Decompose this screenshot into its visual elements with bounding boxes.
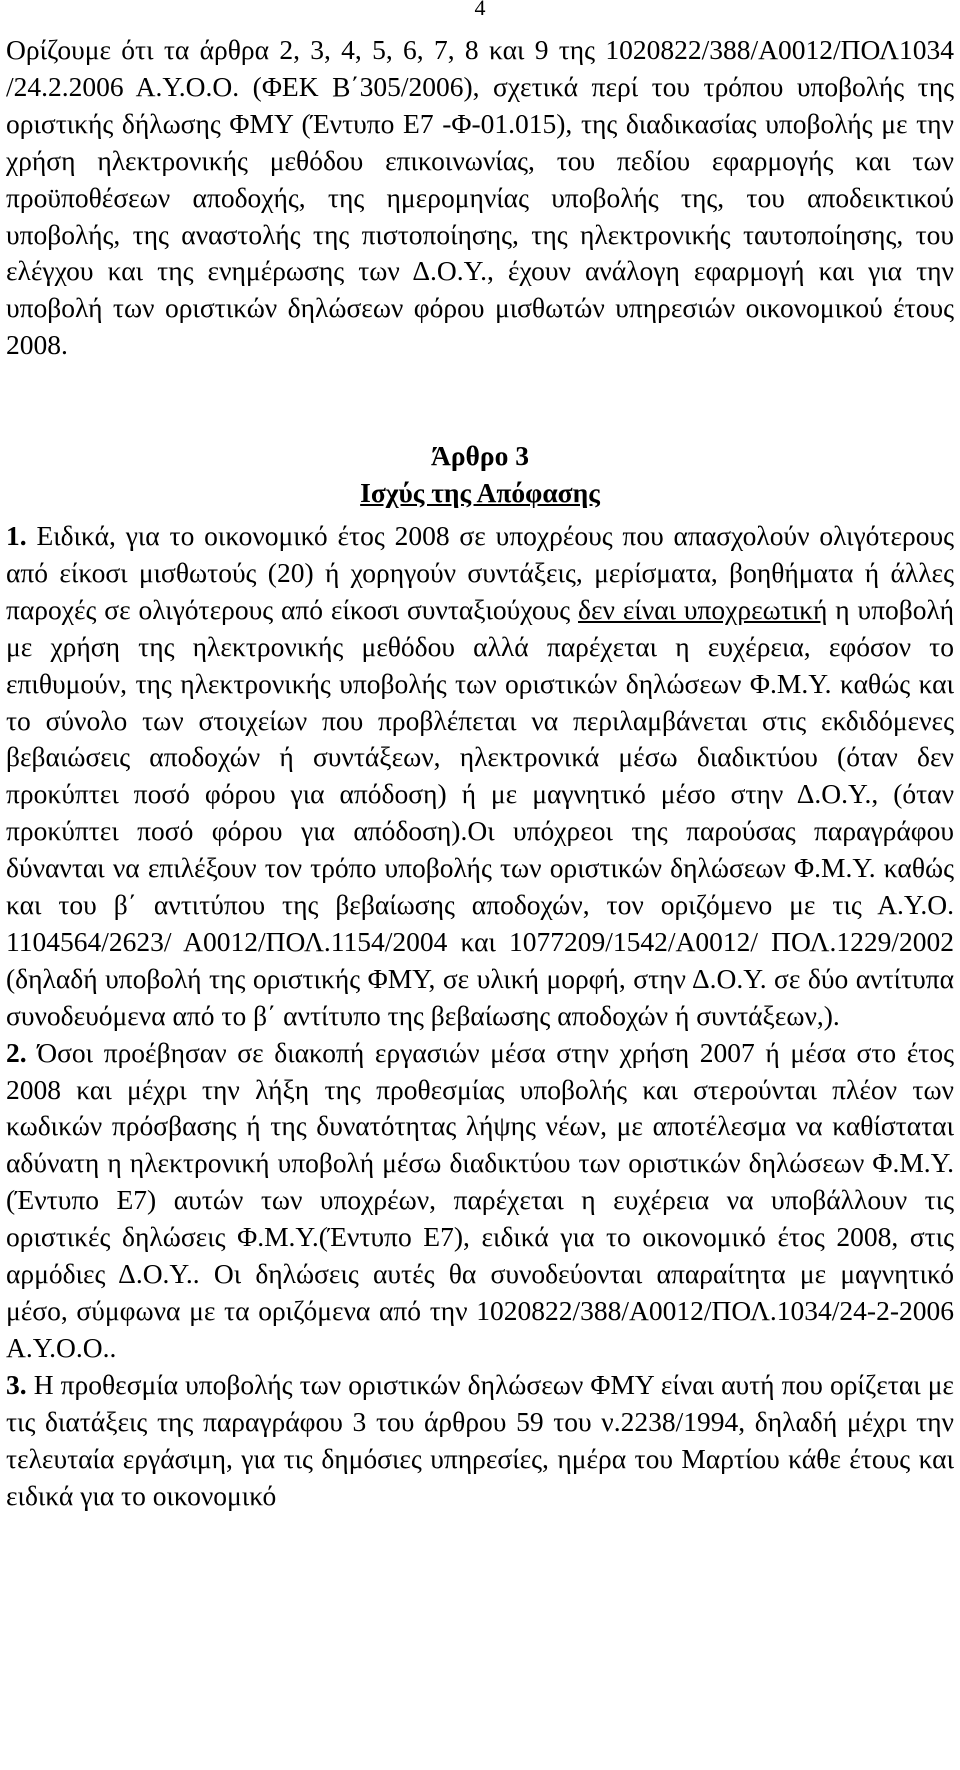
section-1-text-before: Ειδικά, για το οικονομικό έτος 2008 σε υποχρέους που απασχολούν ολιγότερους από είκοσι μισθωτούς (20) ή χορηγούν συντάξεις, μερίσματα, βοηθήματα ή άλλες παροχές σε ολιγότερους από είκοσι συνταξιούχους bbox=[6, 519, 954, 625]
document-body bbox=[6, 32, 954, 1514]
intro-paragraph: Ορίζουμε ότι τα άρθρα 2, 3, 4, 5, 6, 7, 8 και 9 της 1020822/388/Α0012/ΠΟΛ1034 /24.2.2006 Α.Υ.Ο.Ο. (ΦΕΚ Β΄305/2006), σχετικά περί του τρόπου υποβολής της οριστικής δήλωσης ΦΜΥ (Έντυπο Ε7 -Φ-01.015), της διαδικασίας υποβολής με την χρήση ηλεκτρονικής μεθόδου επικοινωνίας, του πεδίου εφαρμογής και των προϋποθέσεων αποδοχής, της ημερομηνίας υποβολής της, του αποδεικτικού υποβολής, της αναστολής της πιστοποίησης, της ηλεκτρονικής ταυτοποίησης, του ελέγχου και της ενημέρωσης των Δ.Ο.Υ., έχουν ανάλογη εφαρμογή και για την υποβολή των οριστικών δηλώσεων φόρου μισθωτών υπηρεσιών οικονομικού έτους 2008. bbox=[6, 34, 954, 361]
section-1-text-after: η υποβολή με χρήση της ηλεκτρονικής μεθόδου αλλά παρέχεται η ευχέρεια, εφόσον το επιθυμούν, της ηλεκτρονικής υποβολής των οριστικών δηλώσεων Φ.Μ.Υ. καθώς και το σύνολο των στοιχείων που προβλέπεται να περιλαμβάνεται στις εκδιδόμενες βεβαιώσεις αποδοχών ή συντάξεων, ηλεκτρονικά μέσω διαδικτύου (όταν δεν προκύπτει ποσό φόρου για απόδοση) ή με μαγνητικό μέσο στην Δ.Ο.Υ., (όταν προκύπτει ποσό φόρου για απόδοση).Οι υπόχρεοι της παρούσας παραγράφου δύνανται να επιλέξουν τον τρόπο υποβολής των οριστικών δηλώσεων Φ.Μ.Υ. καθώς και του β΄ αντιτύπου της βεβαίωσης αποδοχών, τον οριζόμενο με τις Α.Υ.Ο. 1104564/2623/ Α0012/ΠΟΛ.1154/2004 και 1077209/1542/Α0012/ ΠΟΛ.1229/2002 (δηλαδή υποβολή της οριστικής ΦΜΥ, σε υλική μορφή, στην Δ.Ο.Υ. σε δύο αντίτυπα συνοδευόμενα από το β΄ αντίτυπο της βεβαίωσης αποδοχών ή συντάξεων,). bbox=[6, 593, 954, 1031]
section-1-underlined-text: δεν είναι υποχρεωτική bbox=[578, 593, 828, 625]
section-1 bbox=[6, 518, 954, 1035]
article-title: Άρθρο 3 bbox=[430, 440, 530, 472]
section-3-text: Η προθεσμία υποβολής των οριστικών δηλώσεων ΦΜΥ είναι αυτή που ορίζεται με τις διατάξεις της παραγράφου 3 του άρθρου 59 του ν.2238/1994, δηλαδή μέχρι την τελευταία εργάσιμη, για τις δημόσιες υπηρεσίες, ημέρα του Μαρτίου κάθε έτους και ειδικά για το οικονομικό bbox=[6, 1368, 954, 1511]
section-1-number: 1. bbox=[6, 519, 27, 551]
section-3-number: 3. bbox=[6, 1368, 27, 1400]
section-2-number: 2. bbox=[6, 1036, 27, 1068]
page-number: 4 bbox=[474, 0, 486, 20]
section-3 bbox=[6, 1367, 954, 1515]
article-sections bbox=[6, 518, 954, 1514]
section-2-text: Όσοι προέβησαν σε διακοπή εργασιών μέσα στην χρήση 2007 ή μέσα στο έτος 2008 και μέχρι την λήξη της προθεσμίας υποβολής και στερούνται πλέον των κωδικών πρόσβασης ή της δυνατότητας λήψης νέων, με αποτέλεσμα να καθίσταται αδύνατη η ηλεκτρονική υποβολή μέσω διαδικτύου των οριστικών δηλώσεων Φ.Μ.Υ. (Έντυπο Ε7) αυτών των υποχρέων, παρέχεται η ευχέρεια να υποβάλλουν τις οριστικές δηλώσεις Φ.Μ.Υ.(Έντυπο Ε7), ειδικά για το οικονομικό έτος 2008, στις αρμόδιες Δ.Ο.Υ.. Οι δηλώσεις αυτές θα συνοδεύονται απαραίτητα με μαγνητικό μέσο, σύμφωνα με τα οριζόμενα από την 1020822/388/Α0012/ΠΟΛ.1034/24-2-2006 Α.Υ.Ο.Ο.. bbox=[6, 1036, 954, 1363]
section-2 bbox=[6, 1035, 954, 1367]
article-subtitle: Ισχύς της Απόφασης bbox=[360, 477, 600, 509]
